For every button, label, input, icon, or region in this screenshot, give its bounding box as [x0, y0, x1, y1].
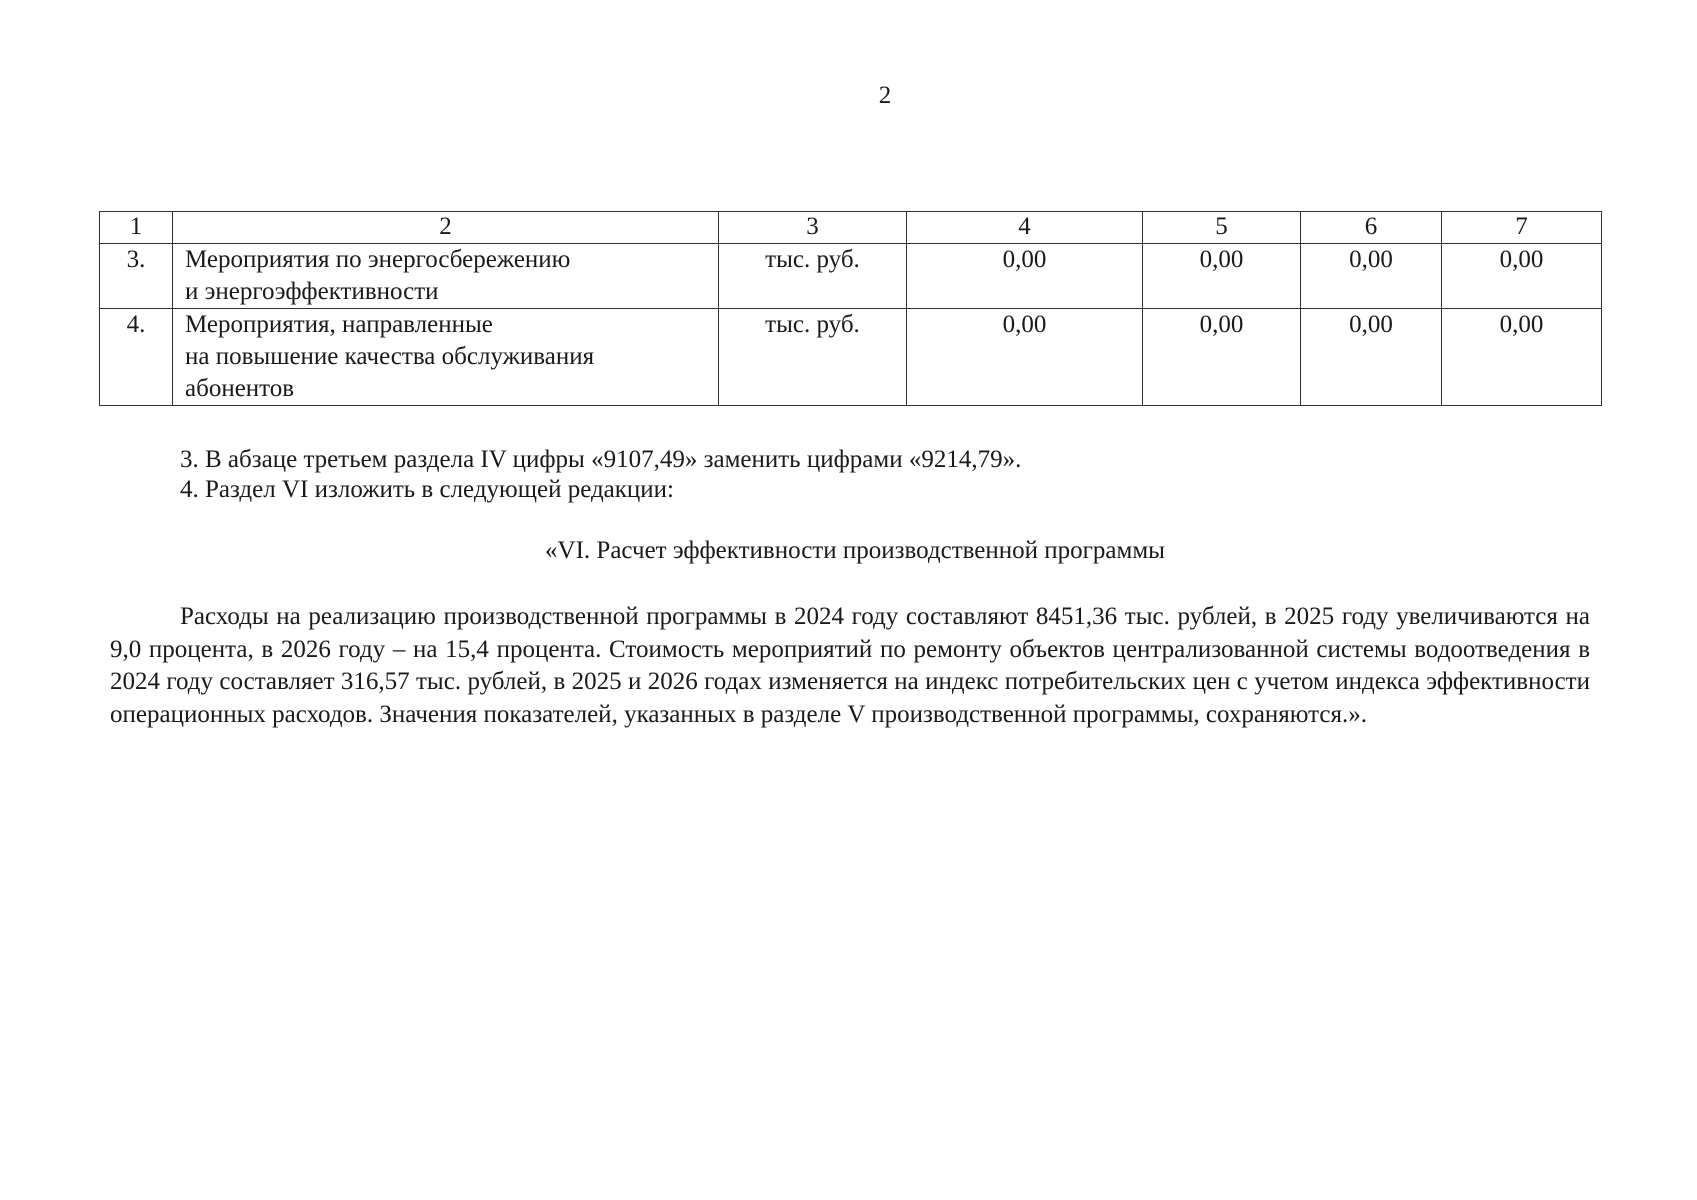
row-name-line: Мероприятия, направленные [185, 311, 493, 338]
header-cell: 3 [719, 212, 907, 244]
page-number: 2 [878, 82, 892, 109]
row-value: 0,00 [907, 244, 1143, 309]
header-cell: 2 [173, 212, 719, 244]
header-cell: 1 [100, 212, 173, 244]
row-name [173, 244, 719, 309]
row-value: 0,00 [1301, 244, 1442, 309]
row-value: 0,00 [1143, 309, 1301, 406]
row-name-line: Мероприятия по энергосбережению [185, 246, 571, 273]
row-name-line: на повышение качества обслуживания [185, 343, 595, 370]
row-value: 0,00 [907, 309, 1143, 406]
table-row [100, 309, 1602, 406]
paragraph-item-4: 4. Раздел VI изложить в следующей редакции: [180, 476, 675, 503]
row-name-line: абонентов [185, 375, 295, 402]
row-value: 0,00 [1143, 244, 1301, 309]
row-unit: тыс. руб. [719, 244, 907, 309]
section-title: «VI. Расчет эффективности производственной программы [545, 537, 1165, 564]
row-number: 3. [100, 244, 173, 309]
header-cell: 7 [1442, 212, 1602, 244]
paragraph-item-3: 3. В абзаце третьем раздела IV цифры «9107,49» заменить цифрами «9214,79». [180, 446, 1022, 473]
body-paragraph: Расходы на реализацию производственной программы в 2024 году составляют 8451,36 тыс. рублей, в 2025 году увеличиваются на 9,0 процента, в 2026 году – на 15,4 процента. Стоимость мероприятий по ремонту объектов централизованной системы водоотведения в 2024 году составляет 316,57 тыс. рублей, в 2025 и 2026 годах изменяется на индекс потребительских цен с учетом индекса эффективности операционных расходов. Значения показателей, указанных в разделе V производственной программы, сохраняются.». [110, 603, 1590, 728]
row-name [173, 309, 719, 406]
header-cell: 6 [1301, 212, 1442, 244]
row-value: 0,00 [1442, 309, 1602, 406]
row-value: 0,00 [1301, 309, 1442, 406]
data-table [99, 211, 1602, 406]
row-unit: тыс. руб. [719, 309, 907, 406]
header-cell: 5 [1143, 212, 1301, 244]
row-value: 0,00 [1442, 244, 1602, 309]
table-row [100, 244, 1602, 309]
header-cell: 4 [907, 212, 1143, 244]
row-name-line: и энергоэффективности [185, 278, 439, 305]
table-header-row [100, 212, 1602, 244]
row-number: 4. [100, 309, 173, 406]
